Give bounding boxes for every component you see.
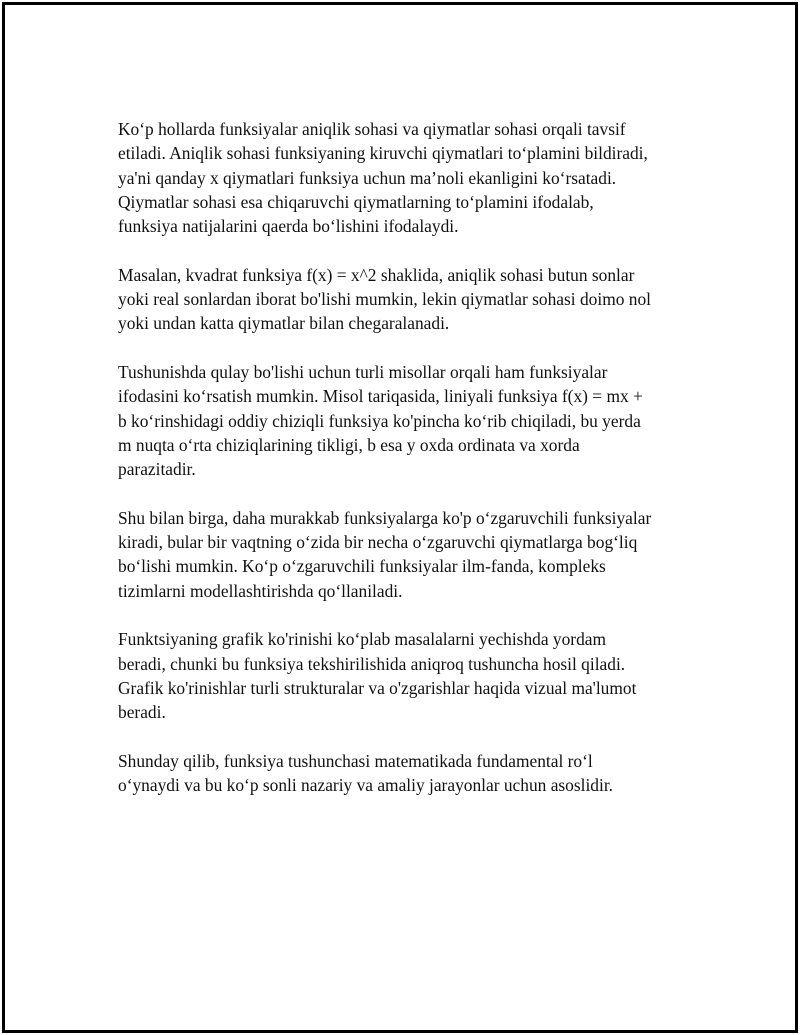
text-line: bo‘lishi mumkin. Ko‘p o‘zgaruvchili funksiyalar ilm-fanda, kompleks — [118, 556, 606, 577]
document-body — [118, 117, 698, 822]
text-line: m nuqta o‘rta chiziqlarining tikligi, b esa y oxda ordinata va xorda — [118, 434, 580, 455]
text-line: o‘ynaydi va bu ko‘p sonli nazariy va amaliy jarayonlar uchun asoslidir. — [118, 775, 614, 796]
text-line: Qiymatlar sohasi esa chiqaruvchi qiymatlarning to‘plamini ifodalab, — [118, 191, 594, 212]
text-line: kiradi, bular bir vaqtning o‘zida bir necha o‘zgaruvchi qiymatlarga bog‘liq — [118, 532, 638, 553]
text-line: yoki undan katta qiymatlar bilan chegaralanadi. — [118, 313, 450, 334]
paragraph-multivariable — [118, 506, 698, 603]
text-line: parazitadir. — [118, 459, 196, 480]
text-line: tizimlarni modellashtirishda qo‘llaniladi. — [118, 580, 403, 601]
text-line: Grafik ko'rinishlar turli strukturalar va o'zgarishlar haqida vizual ma'lumot — [118, 677, 637, 698]
paragraph-domain-range — [118, 117, 698, 238]
text-line: beradi, chunki bu funksiya tekshirilishida aniqroq tushuncha hosil qiladi. — [118, 653, 626, 674]
text-line: funksiya natijalarini qaerda bo‘lishini ifodalaydi. — [118, 216, 459, 237]
paragraph-quadratic-example — [118, 263, 698, 336]
text-line: ifodasini ko‘rsatish mumkin. Misol tariqasida, liniyali funksiya f(x) = mx + — [118, 386, 643, 407]
text-line: etiladi. Aniqlik sohasi funksiyaning kiruvchi qiymatlari to‘plamini bildiradi, — [118, 143, 648, 164]
text-line: Masalan, kvadrat funksiya f(x) = x^2 shaklida, aniqlik sohasi butun sonlar — [118, 264, 635, 285]
text-line: Ko‘p hollarda funksiyalar aniqlik sohasi va qiymatlar sohasi orqali tavsif — [118, 119, 626, 139]
paragraph-graph — [118, 627, 698, 724]
text-line: yoki real sonlardan iborat bo'lishi mumkin, lekin qiymatlar sohasi doimo nol — [118, 289, 651, 310]
text-line: Shunday qilib, funksiya tushunchasi matematikada fundamental ro‘l — [118, 750, 593, 771]
paragraph-conclusion — [118, 749, 698, 798]
text-line: beradi. — [118, 702, 166, 723]
text-line: Funktsiyaning grafik ko'rinishi ko‘plab masalalarni yechishda yordam — [118, 629, 607, 650]
text-line: ya'ni qanday x qiymatlari funksiya uchun ma’noli ekanligini ko‘rsatadi. — [118, 167, 617, 188]
text-line: Tushunishda qulay bo'lishi uchun turli misollar orqali ham funksiyalar — [118, 361, 608, 382]
paragraph-linear-example — [118, 360, 698, 481]
text-line: Shu bilan birga, daha murakkab funksiyalarga ko'p o‘zgaruvchili funksiyalar — [118, 507, 652, 528]
text-line: b ko‘rinshidagi oddiy chiziqli funksiya ko'pincha ko‘rib chiqiladi, bu yerda — [118, 410, 641, 431]
